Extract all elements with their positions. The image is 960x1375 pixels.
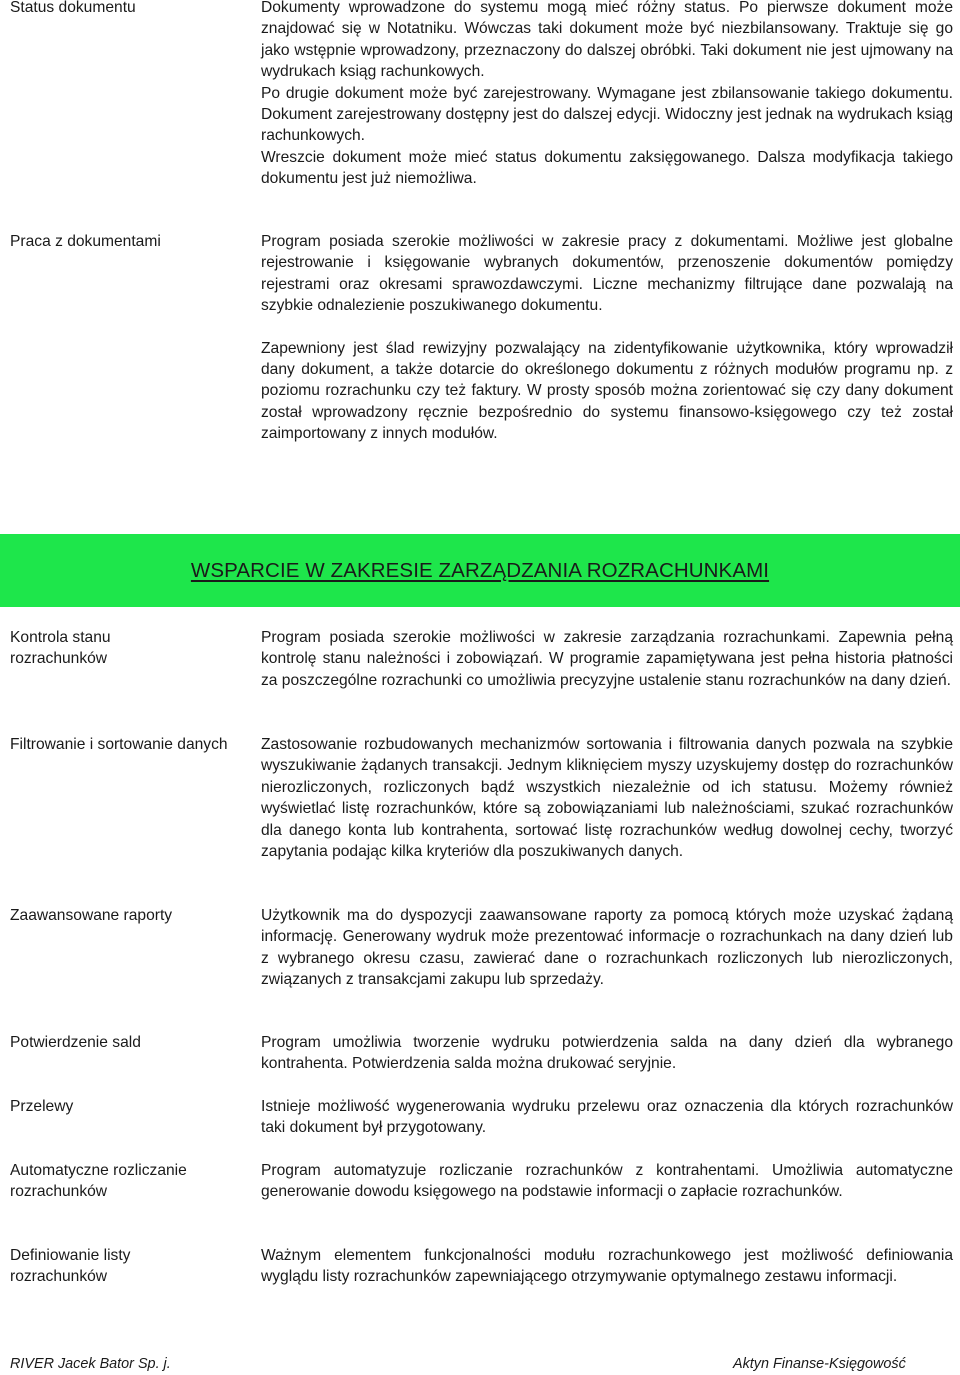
feature-label: Kontrola stanu rozrachunków: [10, 629, 111, 668]
feature-label: Automatyczne rozliczanie rozrachunków: [10, 1162, 187, 1201]
footer-product: Aktyn Finanse-Księgowość: [733, 1356, 906, 1372]
feature-text: Program automatyzuje rozliczanie rozrachunków z kontrahentami. Umożliwia automatyczne generowanie dowodu księgowego na podstawie informacji o zapłacie rozrachunków.: [261, 1162, 953, 1201]
status-paragraph-3: Wreszcie dokument może mieć status dokumentu zaksięgowanego. Dalsza modyfikacja takiego dokumentu jest już niemożliwa.: [261, 148, 953, 188]
feature-label: Definiowanie listy rozrachunków: [10, 1247, 131, 1286]
section-banner: [0, 534, 960, 607]
feature-label: Zaawansowane raporty: [10, 907, 173, 924]
feature-text: Użytkownik ma do dyspozycji zaawansowane raporty za pomocą których może uzyskać żądaną informację. Generowany wydruk może prezentować informacje o rozrachunkach na dany dzień lub z wybranego okresu czasu, zawierać dane o rozrachunkach rozliczonych lub nierozliczonych, związanych z transakcjami zakupu lub sprzedaży.: [261, 907, 953, 989]
status-content: [261, 0, 953, 190]
work-content: [261, 231, 953, 445]
footer-company: RIVER Jacek Bator Sp. j.: [10, 1356, 171, 1372]
feature-text: Ważnym elementem funkcjonalności modułu rozrachunkowego jest możliwość definiowania wyglądu listy rozrachunków zapewniającego otrzymywanie optymalnego zestawu informacji.: [261, 1247, 953, 1286]
status-paragraph-1: Dokumenty wprowadzone do systemu mogą mieć różny status. Po pierwsze dokument może znajdować się w Notatniku. Wówczas taki dokument może być niezbilansowany. Traktuje się go jako wstępnie wprowadzony, przeznaczony do dalszej obróbki. Taki dokument nie jest ujmowany na wydrukach ksiąg rachunkowych.: [261, 0, 953, 81]
work-paragraph-1: Program posiada szerokie możliwości w zakresie pracy z dokumentami. Możliwe jest globalne rejestrowanie i księgowanie wybranych dokumentów, przenoszenie dokumentów pomiędzy rejestrami oraz okresami sprawozdawczymi. Liczne mechanizmy filtrujące dane pozwalają na szybkie odnalezienie poszukiwanego dokumentu.: [261, 233, 953, 315]
feature-text: Program posiada szerokie możliwości w zakresie zarządzania rozrachunkami. Zapewnia pełną kontrolę stanu należności i zobowiązań. W programie zapamiętywana jest pełna historia płatności za poszczególne rozrachunki co umożliwia precyzyjne ustalenie stanu rozrachunków na dany dzień.: [261, 629, 953, 689]
work-paragraph-2: Zapewniony jest ślad rewizyjny pozwalający na zidentyfikowanie użytkownika, który wprowadził dany dokument, a także dotarcie do określonego dokumentu z różnych modułów programu np. z poziomu rozrachunku czy też faktury. W prosty sposób można zorientować się czy dany dokument został wprowadzony ręcznie bezpośrednio do systemu finansowo-księgowego czy też został zaimportowany z innych modułów.: [261, 339, 953, 443]
feature-text: Istnieje możliwość wygenerowania wydruku przelewu oraz oznaczenia dla których rozrachunków taki dokument był przygotowany.: [261, 1098, 953, 1137]
feature-label: Potwierdzenie sald: [10, 1034, 141, 1051]
status-label: Status dokumentu: [10, 0, 136, 16]
feature-label: Przelewy: [10, 1098, 74, 1115]
feature-text: Zastosowanie rozbudowanych mechanizmów sortowania i filtrowania danych pozwala na szybkie wyszukiwanie żądanych transakcji. Jednym kliknięciem myszy uzyskujemy dostęp do rozrachunków nierozliczonych, rozliczonych bądź wszystkich niezależnie od ich statusu. Możemy również wyświetlać listę rozrachunków, które są zobowiązaniami lub należnościami, szukać rozrachunków dla danego konta lub kontrahenta, sortować listę rozrachunków według dowolnej cechy, tworzyć zapytania podając kilka kryteriów dla poszukiwanych danych.: [261, 736, 953, 861]
work-label: Praca z dokumentami: [10, 233, 161, 250]
feature-label: Filtrowanie i sortowanie danych: [10, 736, 228, 753]
banner-title: WSPARCIE W ZAKRESIE ZARZĄDZANIA ROZRACHUNKAMI: [190, 558, 770, 582]
feature-text: Program umożliwia tworzenie wydruku potwierdzenia salda na dany dzień dla wybranego kontrahenta. Potwierdzenia salda można drukować seryjnie.: [261, 1034, 953, 1073]
status-paragraph-2: Po drugie dokument może być zarejestrowany. Wymagane jest zbilansowanie takiego dokumentu. Dokument zarejestrowany dostępny jest do dalszej edycji. Widoczny jest jednak na wydrukach ksiąg rachunkowych.: [261, 84, 953, 145]
